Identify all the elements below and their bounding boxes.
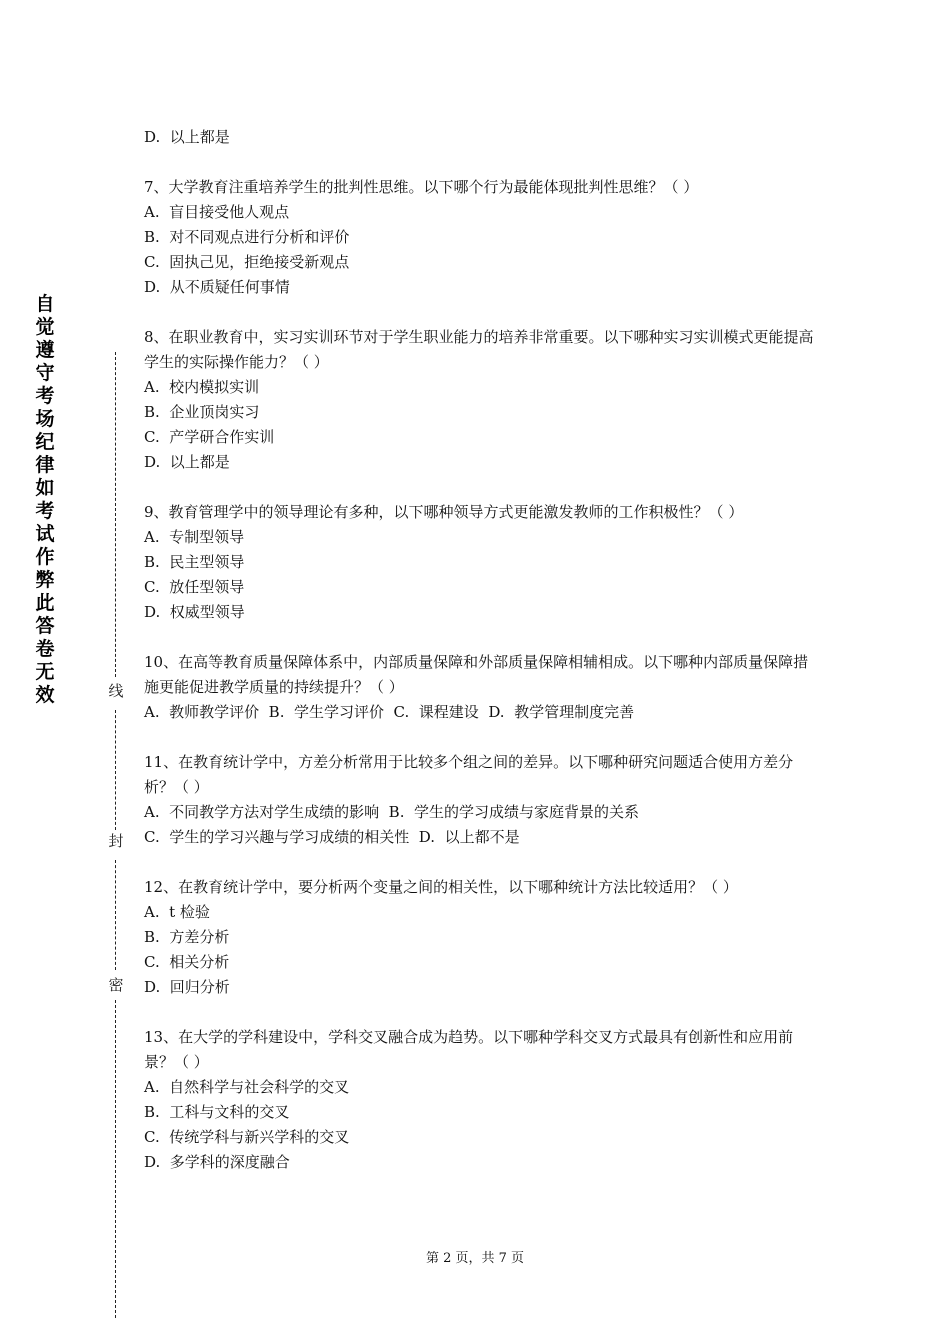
options-line-1: A. 不同教学方法对学生成绩的影响 B. 学生的学习成绩与家庭背景的关系 (144, 803, 640, 821)
option-d: D. 以上都是 (144, 453, 230, 471)
question-7 (144, 175, 814, 300)
option-d: D. 以上都是 (144, 128, 230, 146)
option-a: A. 盲目接受他人观点 (144, 203, 290, 221)
question-12 (144, 875, 814, 1000)
question-stem: 12、在教育统计学中，要分析两个变量之间的相关性，以下哪种统计方法比较适用？（ ） (144, 878, 738, 896)
exam-content (144, 125, 814, 1200)
question-stem: 13、在大学的学科建设中，学科交叉融合成为趋势。以下哪种学科交叉方式最具有创新性和应用前景？（ ） (144, 1028, 794, 1071)
option-d: D. 多学科的深度融合 (144, 1153, 290, 1171)
binding-label-secret: 密 (106, 974, 126, 995)
option-a: A. 校内模拟实训 (144, 378, 260, 396)
binding-dashed-line (115, 352, 116, 677)
option-b: B. 企业顶岗实习 (144, 403, 260, 421)
question-stem: 9、教育管理学中的领导理论有多种，以下哪种领导方式更能激发教师的工作积极性？（ ） (144, 503, 744, 521)
option-b: B. 对不同观点进行分析和评价 (144, 228, 350, 246)
binding-dashed-line (115, 710, 116, 830)
binding-dashed-line (115, 860, 116, 970)
binding-dashed-line (115, 1000, 116, 1318)
option-a: A. 专制型领导 (144, 528, 245, 546)
page-number-footer: 第 2 页，共 7 页 (425, 1251, 525, 1266)
option-c: C. 传统学科与新兴学科的交叉 (144, 1128, 350, 1146)
question-9 (144, 500, 814, 625)
option-c: C. 固执己见，拒绝接受新观点 (144, 253, 350, 271)
question-10 (144, 650, 814, 725)
question-6-tail (144, 125, 814, 150)
exam-discipline-warning: 自觉遵守考场纪律如考试作弊此答卷无效 (35, 293, 55, 706)
binding-label-line: 线 (106, 680, 126, 701)
option-c: C. 相关分析 (144, 953, 230, 971)
question-stem: 11、在教育统计学中，方差分析常用于比较多个组之间的差异。以下哪种研究问题适合使用方差分析？（ ） (144, 753, 794, 796)
option-b: B. 工科与文科的交叉 (144, 1103, 290, 1121)
option-d: D. 回归分析 (144, 978, 230, 996)
option-c: C. 放任型领导 (144, 578, 245, 596)
question-stem: 10、在高等教育质量保障体系中，内部质量保障和外部质量保障相辅相成。以下哪种内部质量保障措施更能促进教学质量的持续提升？（ ） (144, 653, 809, 696)
question-stem: 7、大学教育注重培养学生的批判性思维。以下哪个行为最能体现批判性思维？（ ） (144, 178, 699, 196)
options-line: A. 教师教学评价 B. 学生学习评价 C. 课程建设 D. 教学管理制度完善 (144, 703, 635, 721)
question-13 (144, 1025, 814, 1175)
option-c: C. 产学研合作实训 (144, 428, 275, 446)
option-d: D. 从不质疑任何事情 (144, 278, 290, 296)
option-a: A. 自然科学与社会科学的交叉 (144, 1078, 350, 1096)
option-b: B. 方差分析 (144, 928, 230, 946)
binding-label-seal: 封 (106, 830, 126, 851)
question-stem: 8、在职业教育中，实习实训环节对于学生职业能力的培养非常重要。以下哪种实习实训模式更能提高学生的实际操作能力？（ ） (144, 328, 814, 371)
options-line-2: C. 学生的学习兴趣与学习成绩的相关性 D. 以上都不是 (144, 828, 520, 846)
option-a: A. t 检验 (144, 903, 210, 921)
question-8 (144, 325, 814, 475)
question-11 (144, 750, 814, 850)
option-d: D. 权威型领导 (144, 603, 245, 621)
option-b: B. 民主型领导 (144, 553, 245, 571)
